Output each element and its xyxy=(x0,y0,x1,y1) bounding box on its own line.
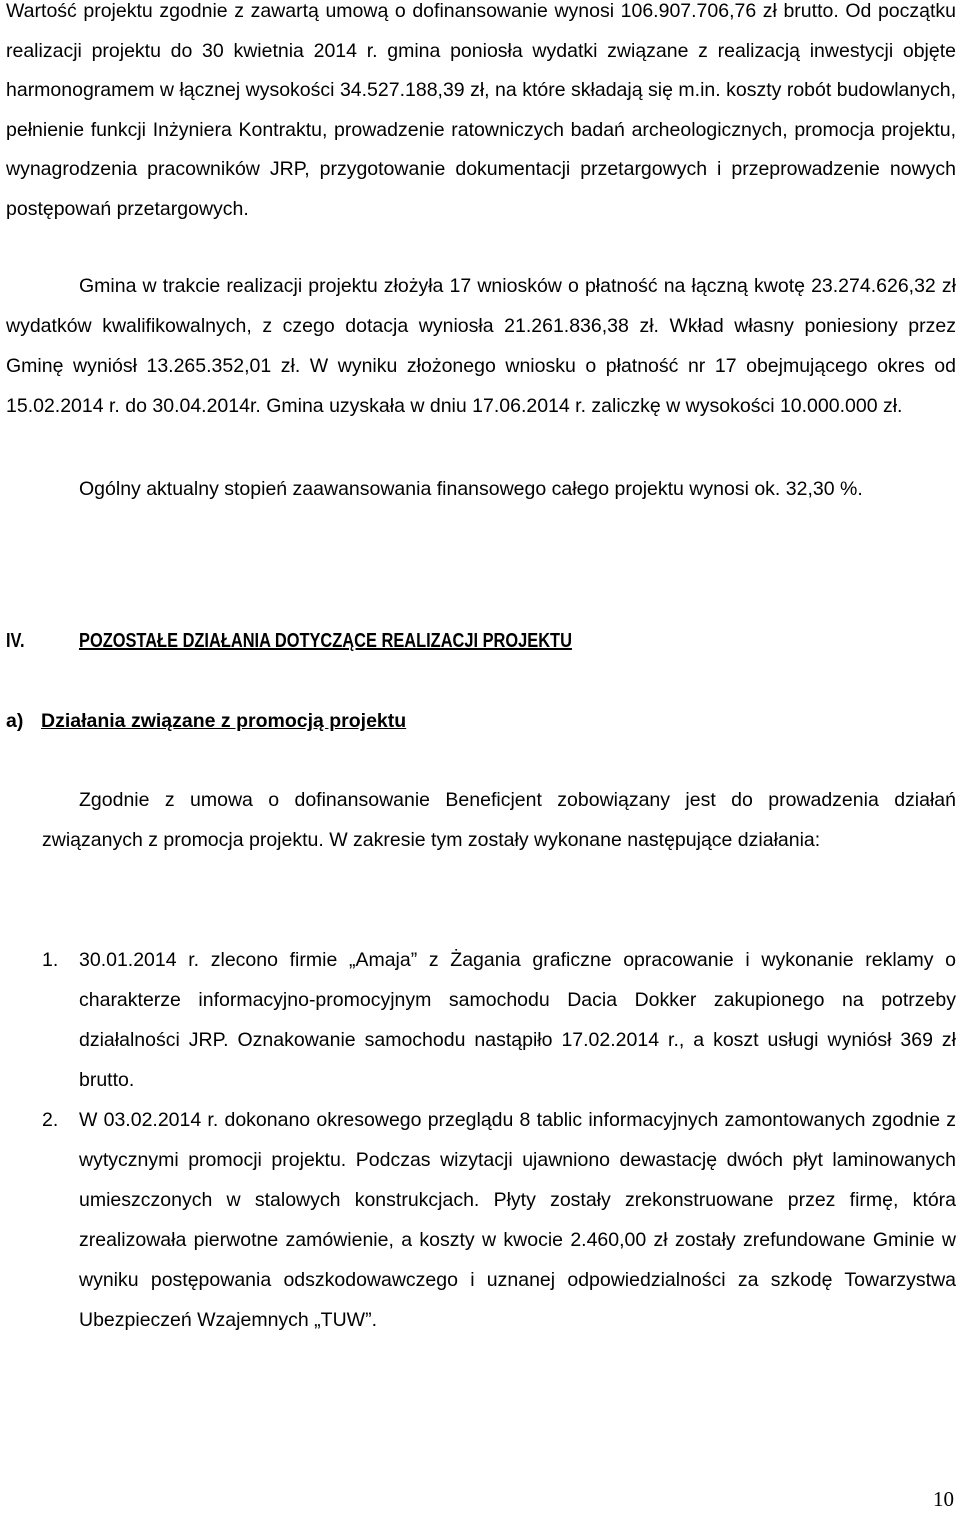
promotion-actions-list xyxy=(42,940,956,1340)
subsection-letter: a) xyxy=(6,710,24,732)
paragraph-promotion-intro: Zgodnie z umowa o dofinansowanie Beneficjent zobowiązany jest do prowadzenia działań związanych z promocja projektu. W zakresie tym zostały wykonane następujące działania: xyxy=(42,789,956,851)
list-item-text: 30.01.2014 r. zlecono firmie „Amaja” z Żagania graficzne opracowanie i wykonanie reklamy o charakterze informacyjno-promocyjnym samochodu Dacia Dokker zakupionego na potrzeby działalności JRP. Oznakowanie samochodu nastąpiło 17.02.2014 r., a koszt usługi wyniósł 369 zł brutto. xyxy=(79,949,956,1091)
list-item xyxy=(42,1100,956,1340)
subsection-title: Działania związane z promocją projektu xyxy=(41,710,407,732)
paragraph-project-value: Wartość projektu zgodnie z zawartą umową o dofinansowanie wynosi 106.907.706,76 zł brutto. Od początku realizacji projektu do 30 kwietnia 2014 r. gmina poniosła wydatki związane z realizacją inwestycji objęte harmonogramem w łącznej wysokości 34.527.188,39 zł, na które składają się m.in. koszty robót budowlanych, pełnienie funkcji Inżyniera Kontraktu, prowadzenie ratowniczych badań archeologicznych, promocja projektu, wynagrodzenia pracowników JRP, przygotowanie dokumentacji przetargowych i przeprowadzenie nowych postępowań przetargowych. xyxy=(6,0,956,220)
list-item xyxy=(42,940,956,1100)
list-item-marker: 2. xyxy=(42,1109,59,1131)
paragraph-payment-requests: Gmina w trakcie realizacji projektu złożyła 17 wniosków o płatność na łączną kwotę 23.274.626,32 zł wydatków kwalifikowalnych, z czego dotacja wyniosła 21.261.836,38 zł. Wkład własny poniesiony przez Gminę wyniósł 13.265.352,01 zł. W wyniku złożonego wniosku o płatność nr 17 obejmującego okres od 15.02.2014 r. do 30.04.2014r. Gmina uzyskała w dniu 17.06.2014 r. zaliczkę w wysokości 10.000.000 zł. xyxy=(6,275,956,417)
page-number: 10 xyxy=(933,1487,954,1511)
list-item-marker: 1. xyxy=(42,949,59,971)
section-number: IV. xyxy=(6,630,25,652)
section-title: POZOSTAŁE DZIAŁANIA DOTYCZĄCE REALIZACJI PROJEKTU xyxy=(79,630,572,652)
list-item-text: W 03.02.2014 r. dokonano okresowego przeglądu 8 tablic informacyjnych zamontowanych zgodnie z wytycznymi promocji projektu. Podczas wizytacji ujawniono dewastację dwóch płyt laminowanych umieszczonych w stalowych konstrukcjach. Płyty zostały zrekonstruowane przez firmę, która zrealizowała pierwotne zamówienie, a koszty w kwocie 2.460,00 zł zostały zrefundowane Gminie w wyniku postępowania odszkodowawczego i uznanej odpowiedzialności za szkodę Towarzystwa Ubezpieczeń Wzajemnych „TUW”. xyxy=(79,1109,956,1331)
section-heading xyxy=(6,626,946,656)
paragraph-financial-progress: Ogólny aktualny stopień zaawansowania finansowego całego projektu wynosi ok. 32,30 %. xyxy=(79,478,863,500)
